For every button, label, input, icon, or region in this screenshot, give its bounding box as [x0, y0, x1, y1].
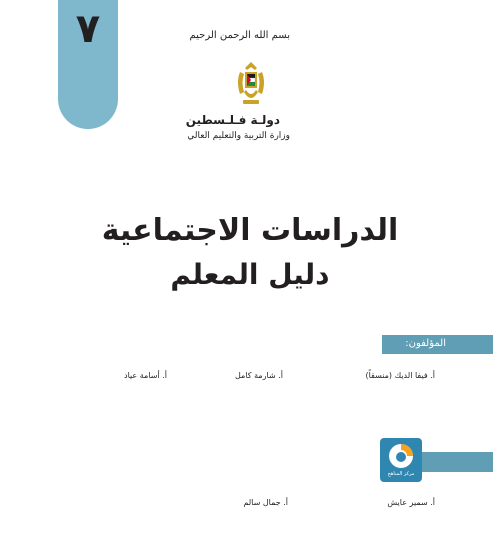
- palestine-emblem-icon: [232, 58, 270, 110]
- author-name: أ. شارمة كامل: [234, 371, 283, 380]
- author-name: أ. سمير عايش: [387, 498, 435, 507]
- author-name: أ. أسامة عياد: [124, 371, 167, 380]
- curriculum-center-text: مركز المناهج: [387, 471, 415, 477]
- grade-number: ٧: [75, 6, 101, 52]
- author-name: أ. جمال سالم: [243, 498, 288, 507]
- book-title: الدراسات الاجتماعية: [101, 213, 399, 248]
- book-subtitle: دليل المعلم: [170, 258, 330, 291]
- curriculum-center-icon: [385, 442, 417, 470]
- authors-label: المؤلفون:: [405, 338, 446, 349]
- ministry-name: وزارة التربية والتعليم العالي: [187, 131, 290, 141]
- basmala: بسم الله الرحمن الرحيم: [189, 30, 290, 41]
- author-name: أ. فيفا الديك (منسقاً): [365, 371, 435, 380]
- state-name: دولـة فـلـسطين: [185, 113, 280, 127]
